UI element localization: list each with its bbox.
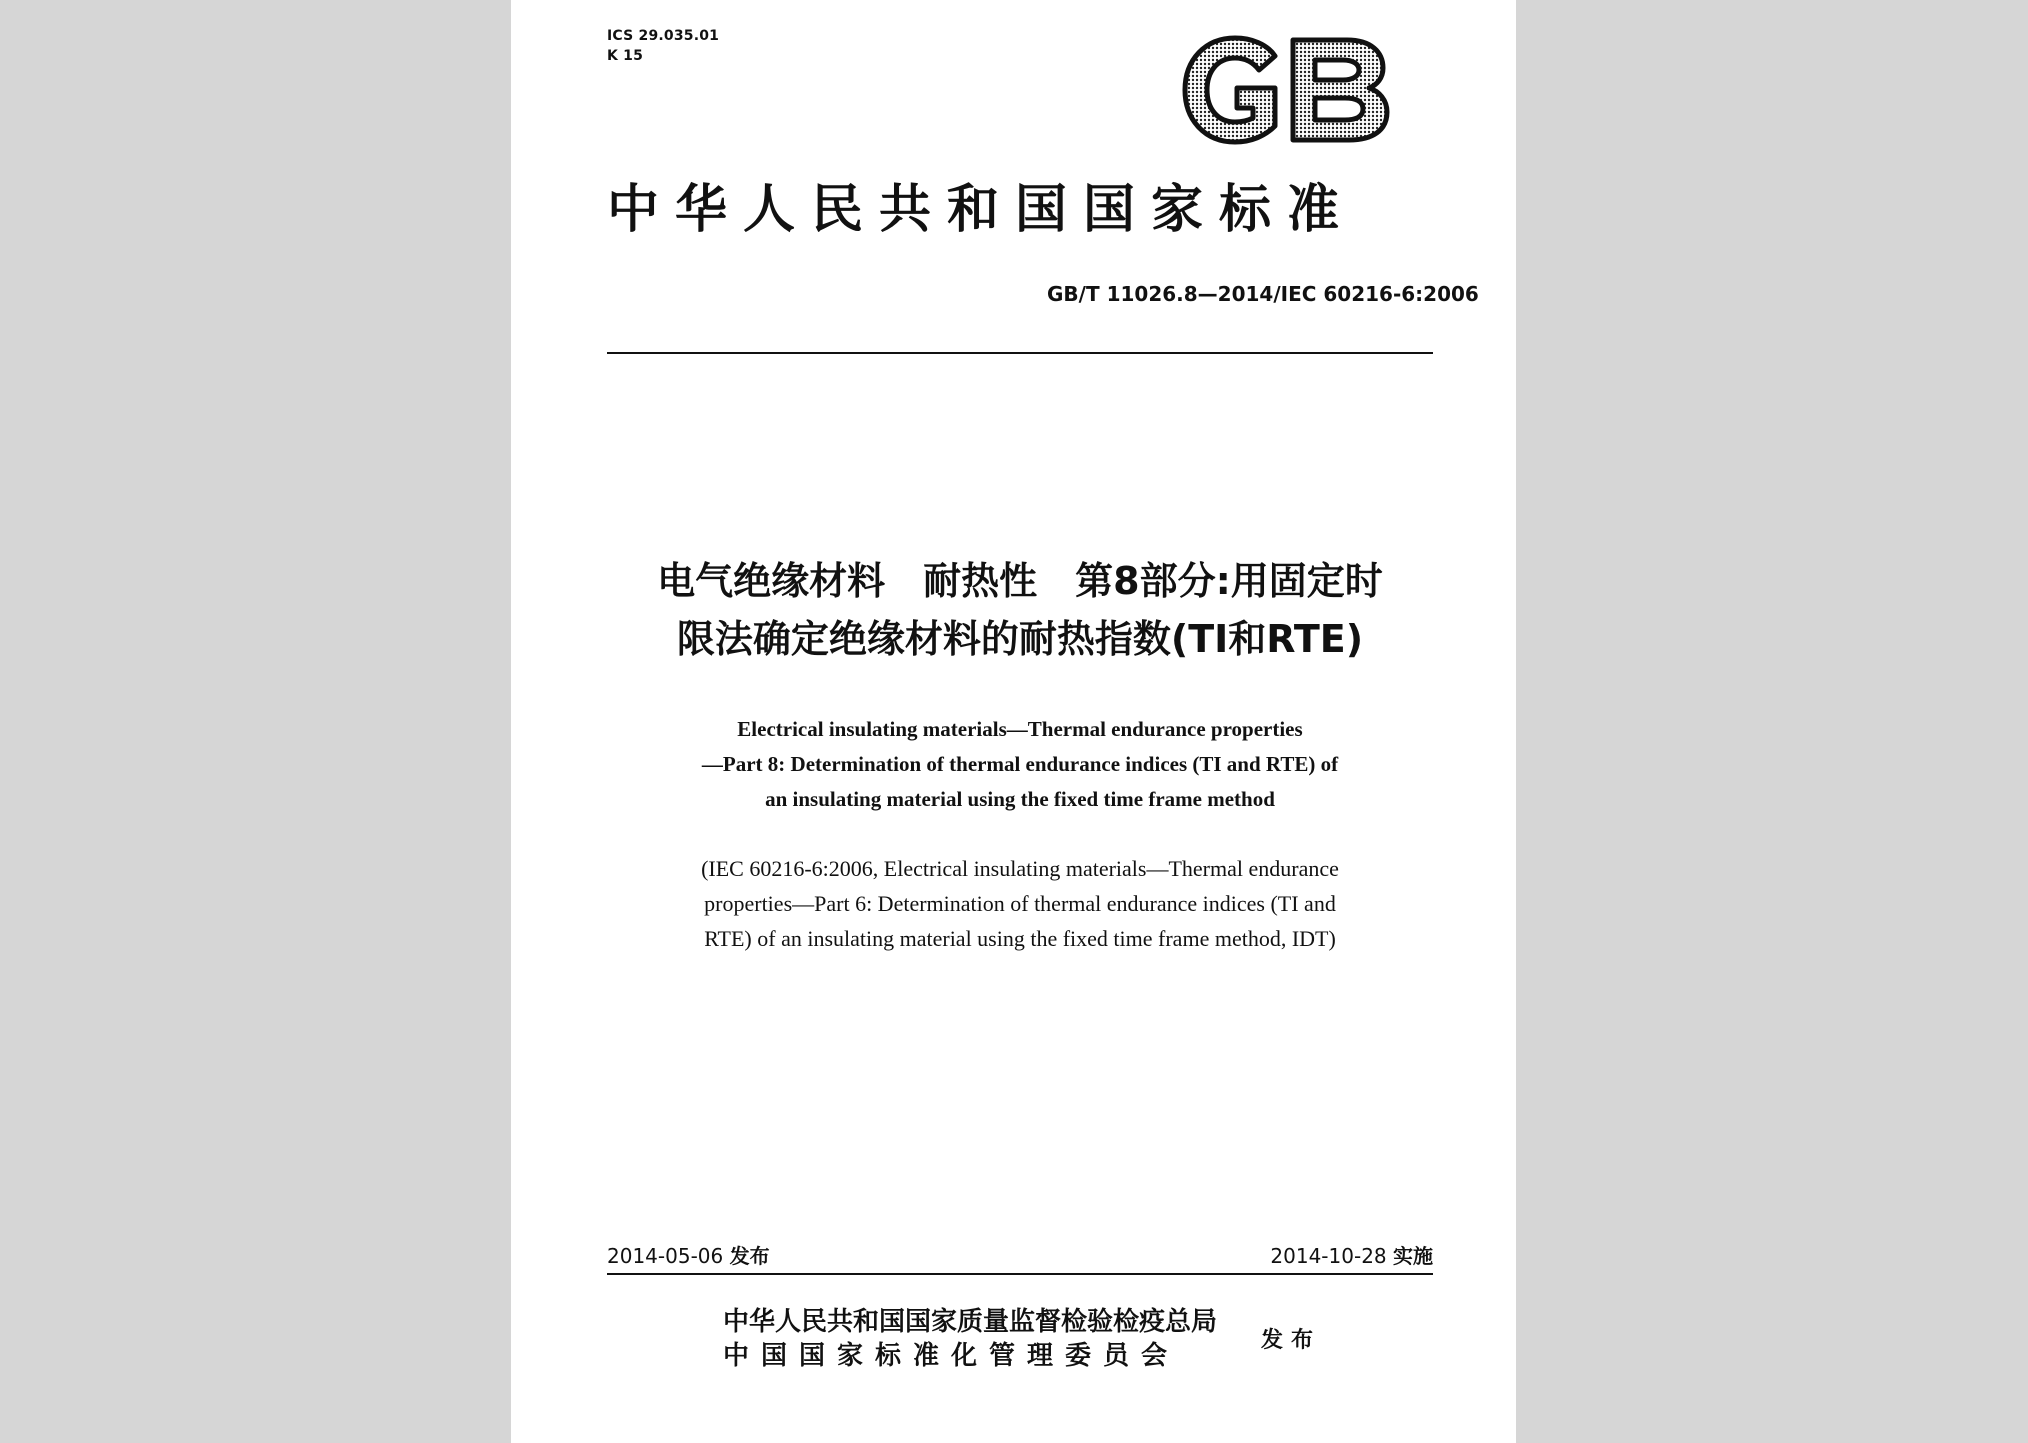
english-title-line: —Part 8: Determination of thermal endurance indices (TI and RTE) of [701, 752, 1339, 776]
issuer-line: 中国国家标准化管理委员会 [723, 1341, 1180, 1371]
english-title-line: an insulating material using the fixed time frame method [765, 787, 1275, 811]
impl-label: 实施 [1393, 1244, 1433, 1268]
issue-label: 发布 [729, 1244, 770, 1268]
standard-number: GB/T 11026.8—2014/IEC 60216-6:2006 [1047, 282, 1479, 306]
ccs-code: K 15 [607, 48, 644, 64]
issue-date [607, 1241, 770, 1271]
iec-reference-line: RTE) of an insulating material using the fixed time frame method, IDT) [704, 926, 1336, 951]
gb-logo [1179, 34, 1391, 146]
classification-codes [607, 26, 719, 66]
standard-cover-page [511, 0, 1516, 1443]
header-divider [607, 352, 1433, 354]
chinese-title-line: 电气绝缘材料 耐热性 第8部分:用固定时 [657, 559, 1383, 603]
footer-divider [607, 1273, 1433, 1275]
national-standard-title: 中华人民共和国国家标准 [607, 179, 1356, 240]
publish-label: 发布 [1261, 1327, 1322, 1353]
issuing-authorities [723, 1305, 1217, 1373]
impl-date-value: 2014-10-28 [1270, 1244, 1387, 1268]
english-title-line: Electrical insulating materials—Thermal endurance properties [737, 717, 1303, 741]
iec-reference-line: properties—Part 6: Determination of thermal endurance indices (TI and [704, 891, 1336, 916]
chinese-title [607, 552, 1433, 668]
iec-reference-line: (IEC 60216-6:2006, Electrical insulating materials—Thermal endurance [701, 856, 1339, 881]
issuer-line: 中华人民共和国国家质量监督检验检疫总局 [723, 1307, 1218, 1337]
chinese-title-line: 限法确定绝缘材料的耐热指数(TI和RTE) [676, 617, 1364, 661]
iec-reference [607, 851, 1433, 956]
dates-row [607, 1241, 1433, 1271]
implementation-date [1270, 1241, 1433, 1271]
issue-date-value: 2014-05-06 [607, 1244, 724, 1268]
english-title [607, 712, 1433, 817]
ics-code: ICS 29.035.01 [607, 28, 720, 44]
